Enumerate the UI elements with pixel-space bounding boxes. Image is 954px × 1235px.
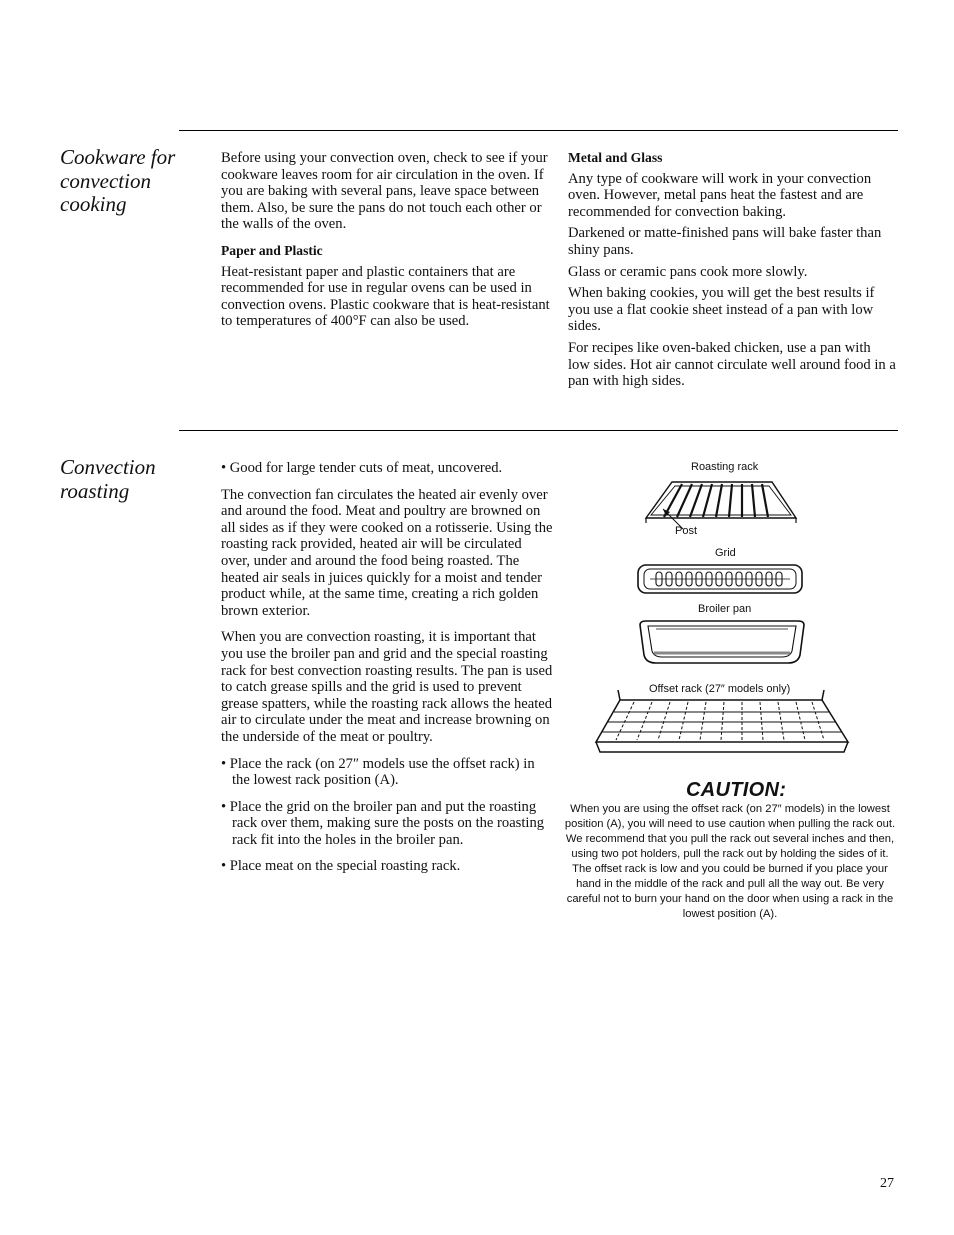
roasting-bullet: • Place meat on the special roasting rack. [221,858,461,875]
metal-glass-paragraph: For recipes like oven-baked chicken, use a pan with low sides. Hot air cannot circulate well around food in a pan with high sides. [568,339,896,390]
caution-text: When you are using the offset rack (on 27″ models) in the lowest position (A), you will need to use caution when pulling the rack out. We recommend that you pull the rack out several inches and then, using two pot holders, pull the rack out by holding the sides of it. The offset rack is low and you could be burned if you place your hand in the middle of the rack and pull all the way out. Be very careful not to burn your hand on the door when using a rack in the lowest position (A). [564,803,896,920]
metal-glass-paragraph: When baking cookies, you will get the best results if you use a flat cookie sheet instead of a pan with low sides. [568,285,875,335]
post-label: Post [675,525,698,537]
section-divider-middle [179,430,898,431]
cookware-right-column [568,150,896,395]
section-title-cookware [60,146,175,217]
roasting-text-column [221,460,553,880]
metal-glass-paragraph: Any type of cookware will work in your convection oven. However, metal pans heat the fastest and are recommended for convection baking. [568,170,872,220]
section-divider-top [179,130,898,131]
cookware-intro: Before using your convection oven, check to see if your cookware leaves room for air circulation in the oven. If you are baking with several pans, leave space between them. Also, be sure the pans do not touch each other or the walls of the oven. [221,150,548,233]
title-line: Convection [60,455,156,479]
metal-glass-heading: Metal and Glass [568,150,663,165]
roasting-bullet: • Place the rack (on 27″ models use the offset rack) in the lowest rack position (A). [221,755,535,789]
broiler-pan-illustration [634,619,810,665]
paper-plastic-text: Heat-resistant paper and plastic containers that are recommended for use in regular ovens can be used in convection ovens. Plastic cookware that is heat-resistant to temperatures of 400°F can also be used. [221,263,550,330]
metal-glass-paragraph: Darkened or matte-finished pans will bake faster than shiny pans. [568,225,882,258]
title-line: cooking [60,192,127,216]
paper-plastic-heading: Paper and Plastic [221,242,323,258]
grid-label: Grid [715,547,736,559]
grid-illustration [636,563,804,595]
offset-rack-illustration [590,688,854,756]
broiler-pan-label: Broiler pan [698,603,752,615]
title-line: convection [60,168,151,193]
roasting-bullet: • Place the grid on the broiler pan and put the roasting rack over them, making sure the posts on the roasting rack fit into the holes in the broiler pan. [221,798,545,848]
metal-glass-paragraph: Glass or ceramic pans cook more slowly. [568,263,808,280]
offset-rack-label: Offset rack (27″ models only) [649,683,791,695]
cookware-left-column [221,150,551,335]
title-line: Cookware for [60,145,176,169]
roasting-paragraph: When you are convection roasting, it is important that you use the broiler pan and grid and the special roasting rack for best convection roasting results. The pan is used to catch grease spills and the grid is used to prevent grease spatters, while the roasting rack allows the heated air to circulate under the meat and increase browning on the underside of the meat or poultry. [221,629,553,745]
section-title-roasting [60,456,156,503]
page-number: 27 [880,1176,894,1191]
caution-heading: CAUTION: [686,779,787,801]
roasting-paragraph: The convection fan circulates the heated air evenly over and around the food. Meat and poultry are browned on all sides as if they were cooked on a rotisserie. Using the roasting rack provided, heated air will be circulated over, under and around the food being roasted. The heated air seals in juices quickly for a moist and tender product while, at the same time, creating a rich golden brown exterior. [221,486,553,619]
roasting-rack-label: Roasting rack [691,461,759,473]
roasting-bullet: • Good for large tender cuts of meat, uncovered. [221,460,503,476]
title-line: roasting [60,478,130,503]
